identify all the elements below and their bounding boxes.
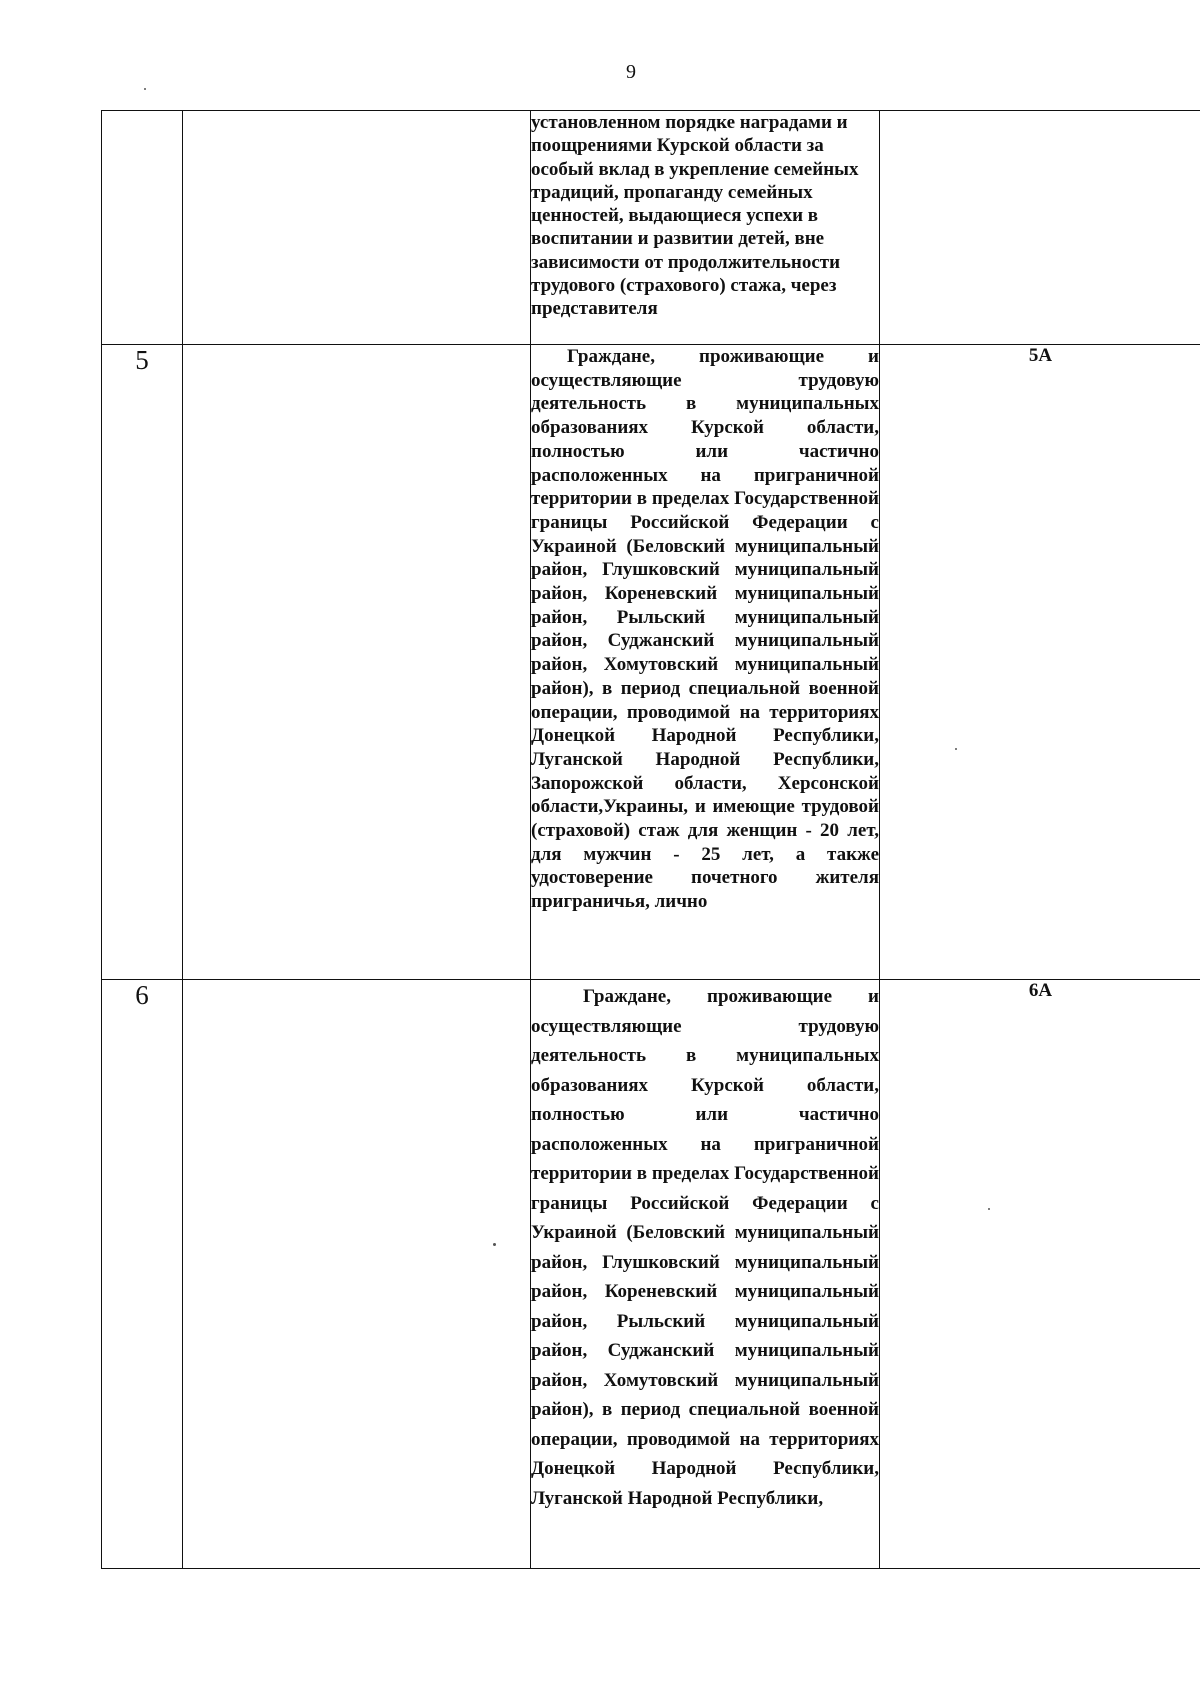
table-row xyxy=(102,980,1200,1569)
service-name-cell xyxy=(183,980,531,1569)
applicant-category-cell xyxy=(531,345,880,980)
applicant-category-text: Граждане, проживающие и осуществляющие трудовую деятельность в муниципальных образованиях Курской области, полностью или частично расположенных на приграничной территории в пределах Государственной границы Российской Федерации с Украиной (Беловский муниципальный район, Глушковский муниципальный район, Кореневский муниципальный район, Рыльский муниципальный район, Суджанский муниципальный район, Хомутовский муниципальный район), в период специальной военной операции, проводимой на территориях Донецкой Народной Республики, Луганской Народной Республики, xyxy=(531,986,879,1509)
scan-speck xyxy=(144,88,146,90)
service-name-cell xyxy=(183,111,531,345)
document-table xyxy=(101,110,1200,1569)
row-number-cell: 6 xyxy=(102,980,183,1569)
row-number-cell: 5 xyxy=(102,345,183,980)
table-row xyxy=(102,111,1200,345)
row-number-cell xyxy=(102,111,183,345)
service-name-cell xyxy=(183,345,531,980)
variant-code-cell: 6А xyxy=(880,980,1200,1569)
scan-speck xyxy=(493,1243,496,1246)
applicant-category-text: установленном порядке наградами и поощрениями Курской области за особый вклад в укрепление семейных традиций, пропаганду семейных ценностей, выдающиеся успехи в воспитании и развитии детей, вне зависимости от продолжительности трудового (страхового) стажа, через представителя xyxy=(531,112,859,320)
table-row xyxy=(102,345,1200,980)
variant-code-cell: 5А xyxy=(880,345,1200,980)
scan-speck xyxy=(988,1208,990,1210)
applicant-category-text: Граждане, проживающие и осуществляющие трудовую деятельность в муниципальных образованиях Курской области, полностью или частично расположенных на приграничной территории в пределах Государственной границы Российской Федерации с Украиной (Беловский муниципальный район, Глушковский муниципальный район, Кореневский муниципальный район, Рыльский муниципальный район, Суджанский муниципальный район, Хомутовский муниципальный район), в период специальной военной операции, проводимой на территориях Донецкой Народной Республики, Луганской Народной Республики, Запорожской области, Херсонской области,Украины, и имеющие трудовой (страховой) стаж для женщин - 20 лет, для мужчин - 25 лет, а также удостоверение почетного жителя приграничья, лично xyxy=(531,346,879,913)
applicant-category-cell xyxy=(531,111,880,345)
variant-code-cell xyxy=(880,111,1200,345)
page-number: 9 xyxy=(626,61,636,83)
applicant-category-cell xyxy=(531,980,880,1569)
scan-speck xyxy=(955,748,957,750)
